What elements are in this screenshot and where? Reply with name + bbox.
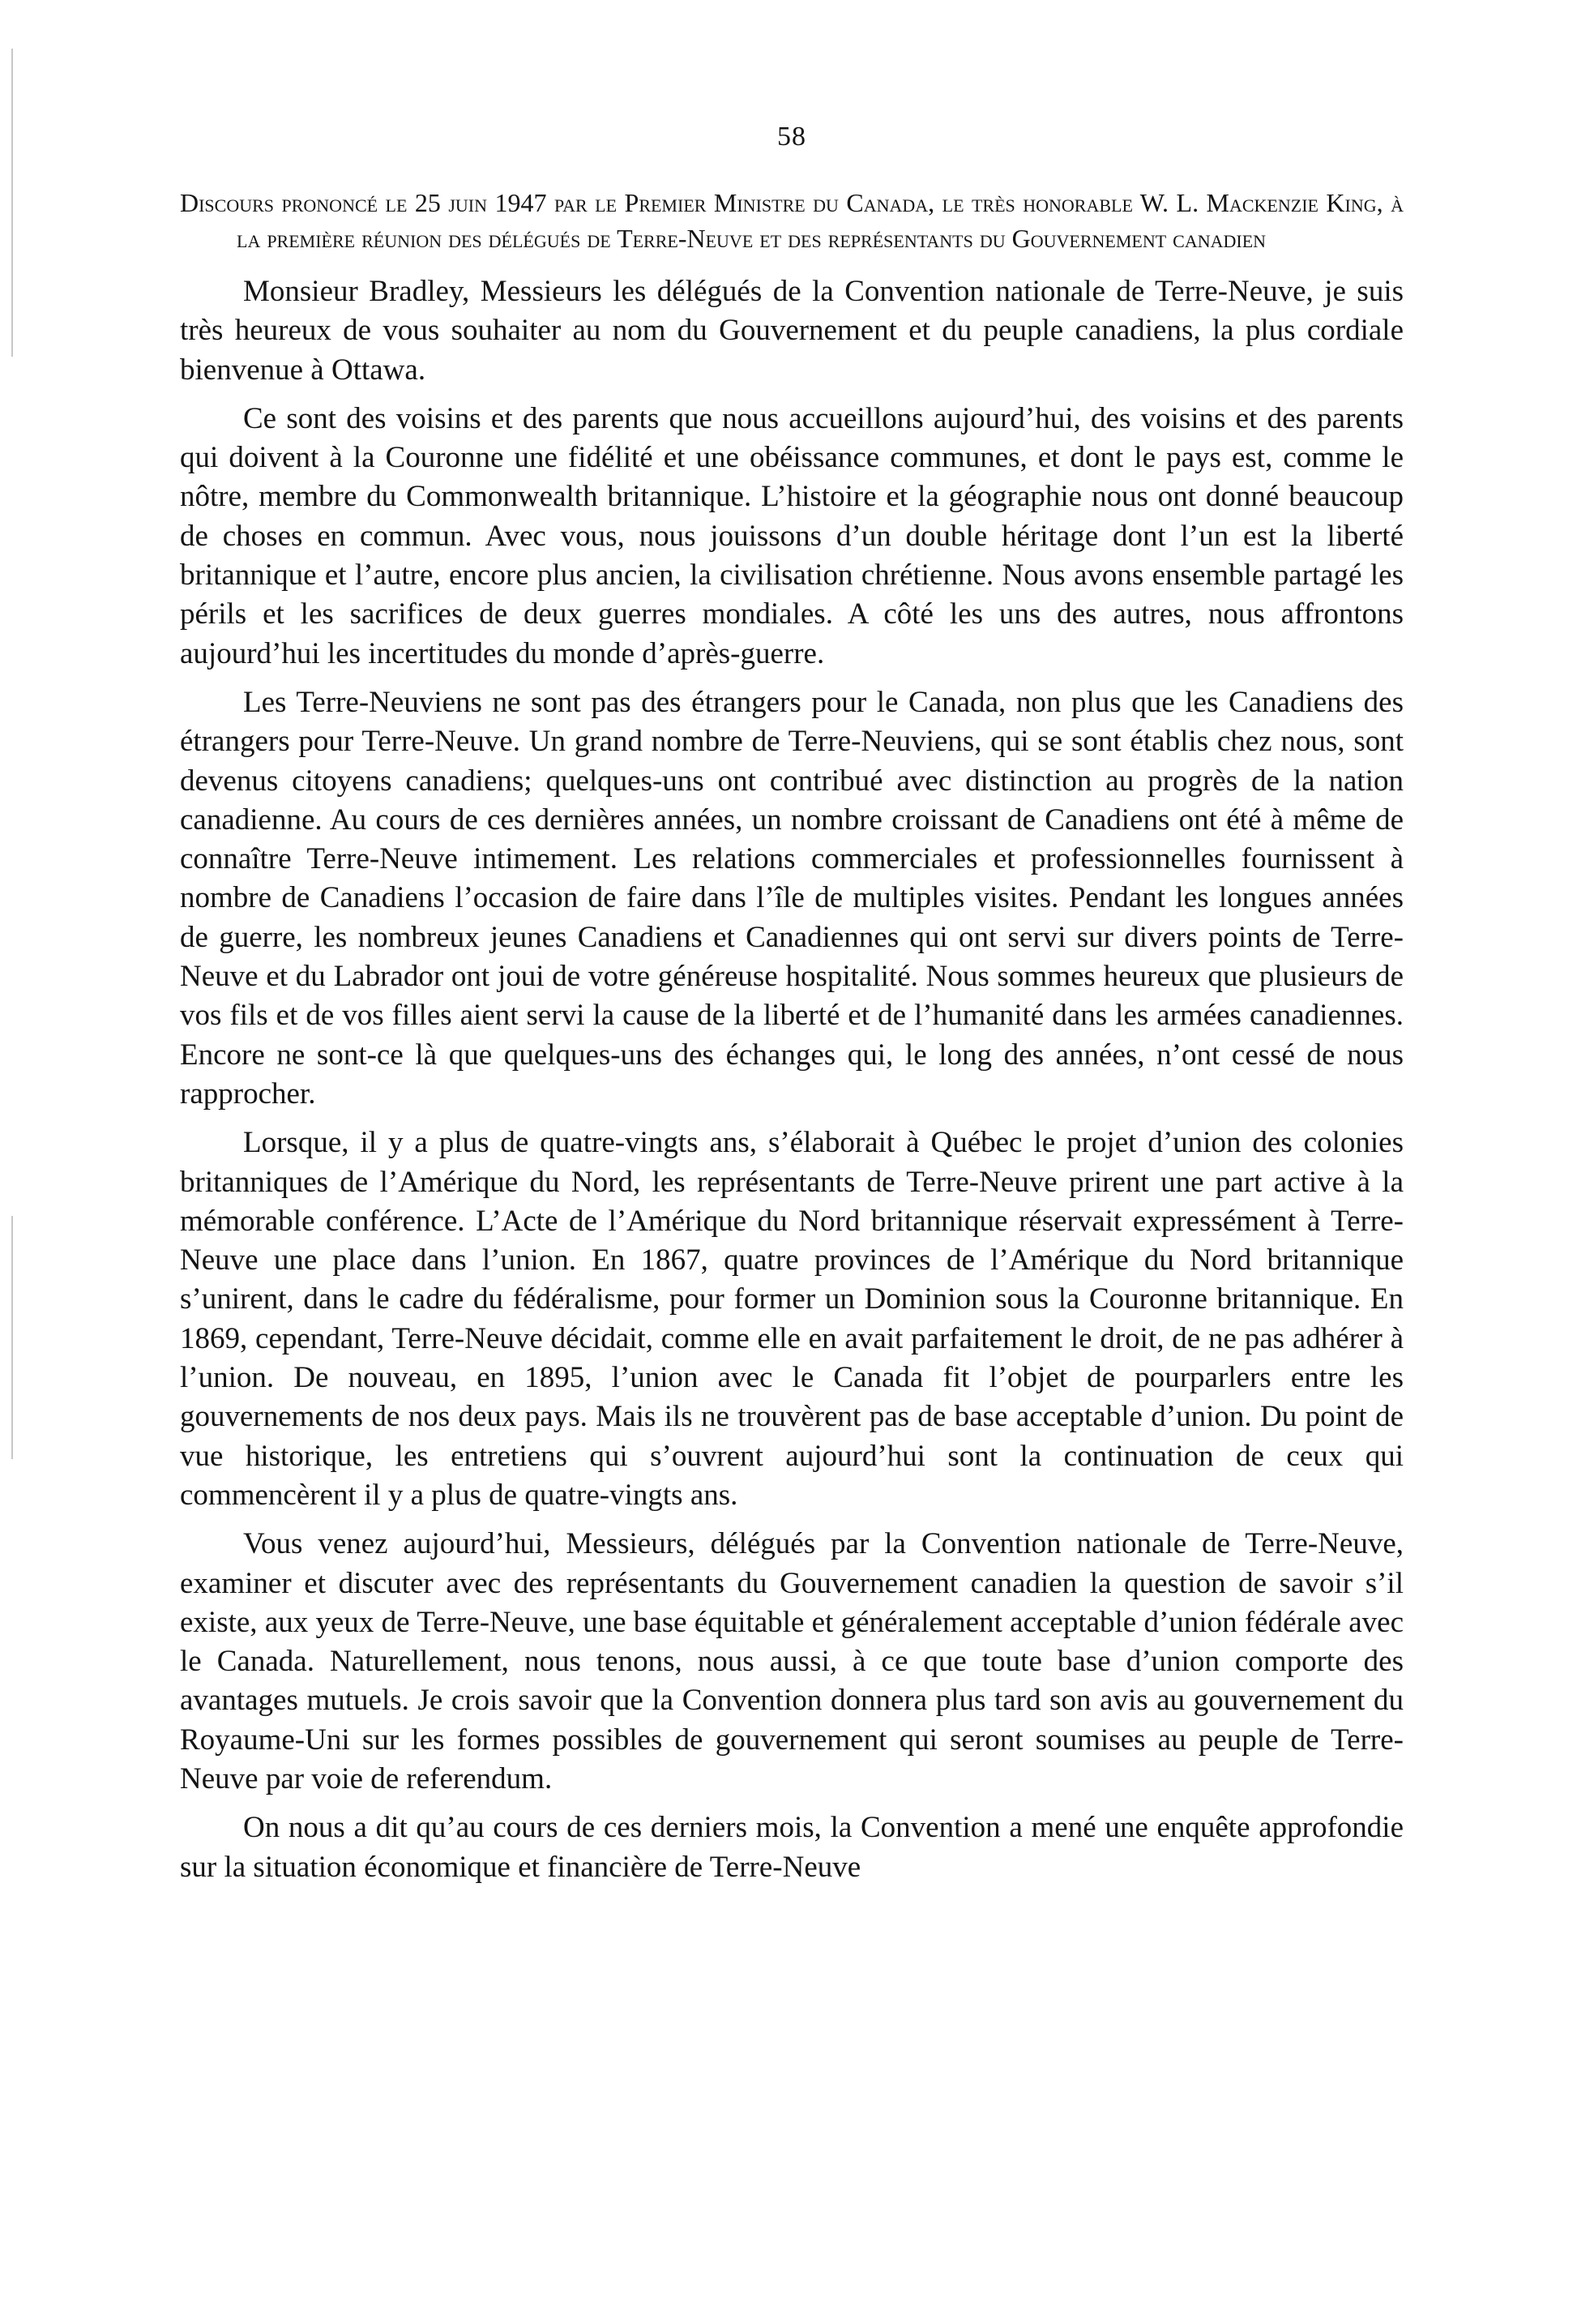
speech-heading: Discours prononcé le 25 juin 1947 par le Premier Ministre du Canada, le très honorable W. L. Mackenzie King, à la première réunion des délégués de Terre-Neuve et des représentants du Gouvernement canadien [180, 188, 1404, 253]
paragraph: Lorsque, il y a plus de quatre-vingts ans, s’élaborait à Québec le projet d’union des colonies britanniques de l’Amérique du Nord, les représentants de Terre-Neuve prirent une part active à la mémorable conférence. L’Acte de l’Amérique du Nord britannique réservait expressément à Terre-Neuve une place dans l’union. En 1867, quatre provinces de l’Amérique du Nord britannique s’unirent, dans le cadre du fédéralisme, pour former un Dominion sous la Couronne britannique. En 1869, cependant, Terre-Neuve décidait, comme elle en avait parfaitement le droit, de ne pas adhérer à l’union. De nouveau, en 1895, l’union avec le Canada fit l’objet de pourparlers entre les gouvernements de nos deux pays. Mais ils ne trouvèrent pas de base acceptable d’union. Du point de vue historique, les entretiens qui s’ouvrent aujourd’hui sont la continuation de ceux qui commencèrent il y a plus de quatre-vingts ans. [180, 1126, 1404, 1512]
paragraph: Ce sont des voisins et des parents que nous accueillons aujourd’hui, des voisins et des parents qui doivent à la Couronne une fidélité et une obéissance communes, et dont le pays est, comme le nôtre, membre du Commonwealth britannique. L’histoire et la géographie nous ont donné beaucoup de choses en commun. Avec vous, nous jouissons d’un double héritage dont l’un est la liberté britannique et l’autre, encore plus ancien, la civilisation chrétienne. Nous avons ensemble partagé les périls et les sacrifices de deux guerres mondiales. A côté les uns des autres, nous affrontons aujourd’hui les incertitudes du monde d’après-guerre. [180, 401, 1404, 670]
paragraph: Monsieur Bradley, Messieurs les délégués de la Convention nationale de Terre-Neuve, je suis très heureux de vous souhaiter au nom du Gouvernement et du peuple canadiens, la plus cordiale bienvenue à Ottawa. [180, 275, 1404, 387]
document-page [180, 122, 1404, 1897]
page-edge-mark [11, 1216, 13, 1459]
paragraph: Les Terre-Neuviens ne sont pas des étrangers pour le Canada, non plus que les Canadiens des étrangers pour Terre-Neuve. Un grand nombre de Terre-Neuviens, qui se sont établis chez nous, sont devenus citoyens canadiens; quelques-uns ont contribué avec distinction au progrès de la nation canadienne. Au cours de ces dernières années, un nombre croissant de Canadiens ont été à même de connaître Terre-Neuve intimement. Les relations commerciales et professionnelles fournissent à nombre de Canadiens l’occasion de faire dans l’île de multiples visites. Pendant les longues années de guerre, les nombreux jeunes Canadiens et Canadiennes qui ont servi sur divers points de Terre-Neuve et du Labrador ont joui de votre généreuse hospitalité. Nous sommes heureux que plusieurs de vos fils et de vos filles aient servi la cause de la liberté et de l’humanité dans les armées canadiennes. Encore ne sont-ce là que quelques-uns des échanges qui, le long des années, n’ont cessé de nous rapprocher. [180, 685, 1404, 1111]
page-number: 58 [777, 122, 806, 152]
paragraph: Vous venez aujourd’hui, Messieurs, délégués par la Convention nationale de Terre-Neuve, examiner et discuter avec des représentants du Gouvernement canadien la question de savoir s’il existe, aux yeux de Terre-Neuve, une base équitable et généralement acceptable d’union fédérale avec le Canada. Naturellement, nous tenons, nous aussi, à ce que toute base d’union comporte des avantages mutuels. Je crois savoir que la Convention donnera plus tard son avis au gouvernement du Royaume-Uni sur les formes possibles de gouvernement qui seront soumises au peuple de Terre-Neuve par voie de referendum. [180, 1527, 1404, 1795]
page-edge-mark [11, 49, 13, 357]
body-text [180, 272, 1404, 1887]
paragraph: On nous a dit qu’au cours de ces derniers mois, la Convention a mené une enquête approfondie sur la situation économique et financière de Terre-Neuve [180, 1811, 1404, 1884]
